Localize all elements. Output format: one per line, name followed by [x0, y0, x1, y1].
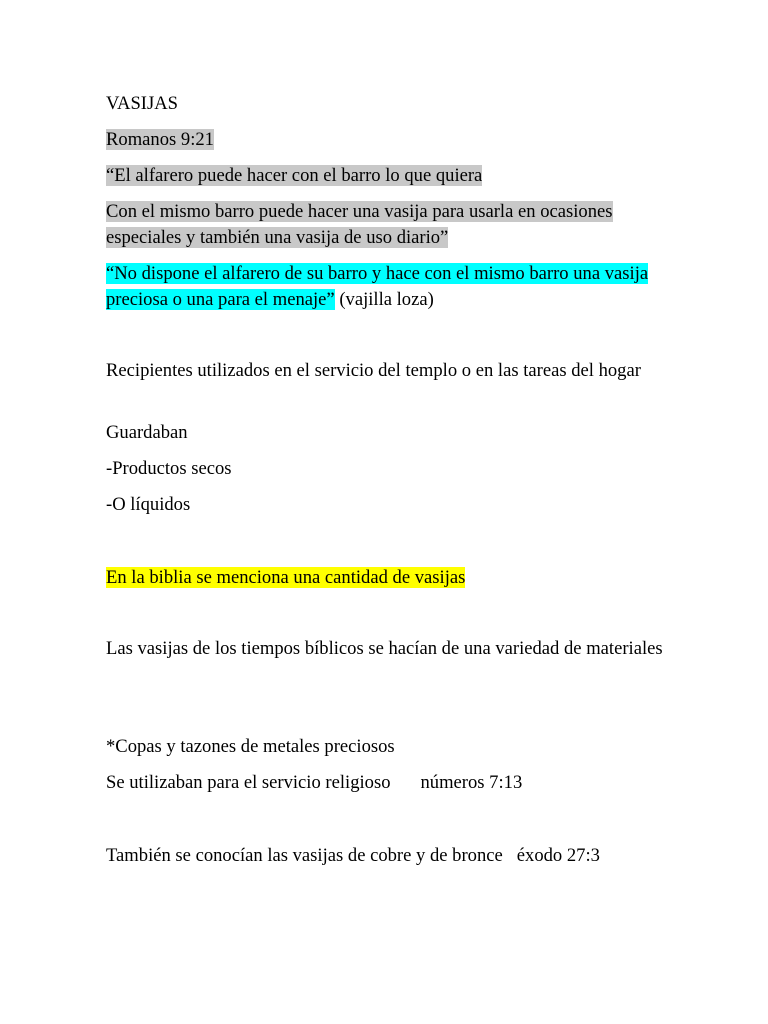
quote-1-text: “El alfarero puede hacer con el barro lo que quiera [106, 165, 483, 186]
quote-3-text: “No dispone el alfarero de su barro y hace con el mismo barro una vasija preciosa o una para el menaje” [106, 263, 649, 310]
quote-paragraph-2 [106, 199, 666, 251]
materiales-text: Las vasijas de los tiempos bíblicos se hacían de una variedad de materiales [106, 638, 663, 659]
cobre-text: También se conocían las vasijas de cobre y de bronce [106, 845, 503, 866]
quote-2-text: Con el mismo barro puede hacer una vasija para usarla en ocasiones especiales y también una vasija de uso diario” [106, 201, 613, 248]
reference-line [106, 127, 666, 153]
biblia-text: En la biblia se menciona una cantidad de vasijas [106, 567, 466, 588]
biblia-line [106, 565, 666, 591]
document-title [106, 91, 666, 117]
title-text: VASIJAS [106, 93, 178, 114]
guardaban-text: Guardaban [106, 422, 188, 443]
quote-paragraph-3 [106, 261, 666, 313]
list-item-2 [106, 492, 666, 518]
servicio-reference: números 7:13 [420, 772, 523, 793]
copas-text: *Copas y tazones de metales preciosos [106, 736, 395, 757]
item-1-text: -Productos secos [106, 458, 232, 479]
cobre-line [106, 843, 666, 869]
servicio-line [106, 770, 666, 796]
quote-line-1 [106, 163, 666, 189]
recipientes-text: Recipientes utilizados en el servicio del templo o en las tareas del hogar [106, 360, 641, 381]
list-item-1 [106, 456, 666, 482]
servicio-text: Se utilizaban para el servicio religioso [106, 772, 391, 793]
copas-line [106, 734, 666, 760]
materiales-paragraph [106, 636, 666, 662]
guardaban-line [106, 420, 666, 446]
reference-text: Romanos 9:21 [106, 129, 214, 150]
quote-3-note: (vajilla loza) [334, 289, 434, 310]
item-2-text: -O líquidos [106, 494, 191, 515]
cobre-reference: éxodo 27:3 [516, 845, 600, 866]
recipientes-paragraph [106, 358, 666, 384]
